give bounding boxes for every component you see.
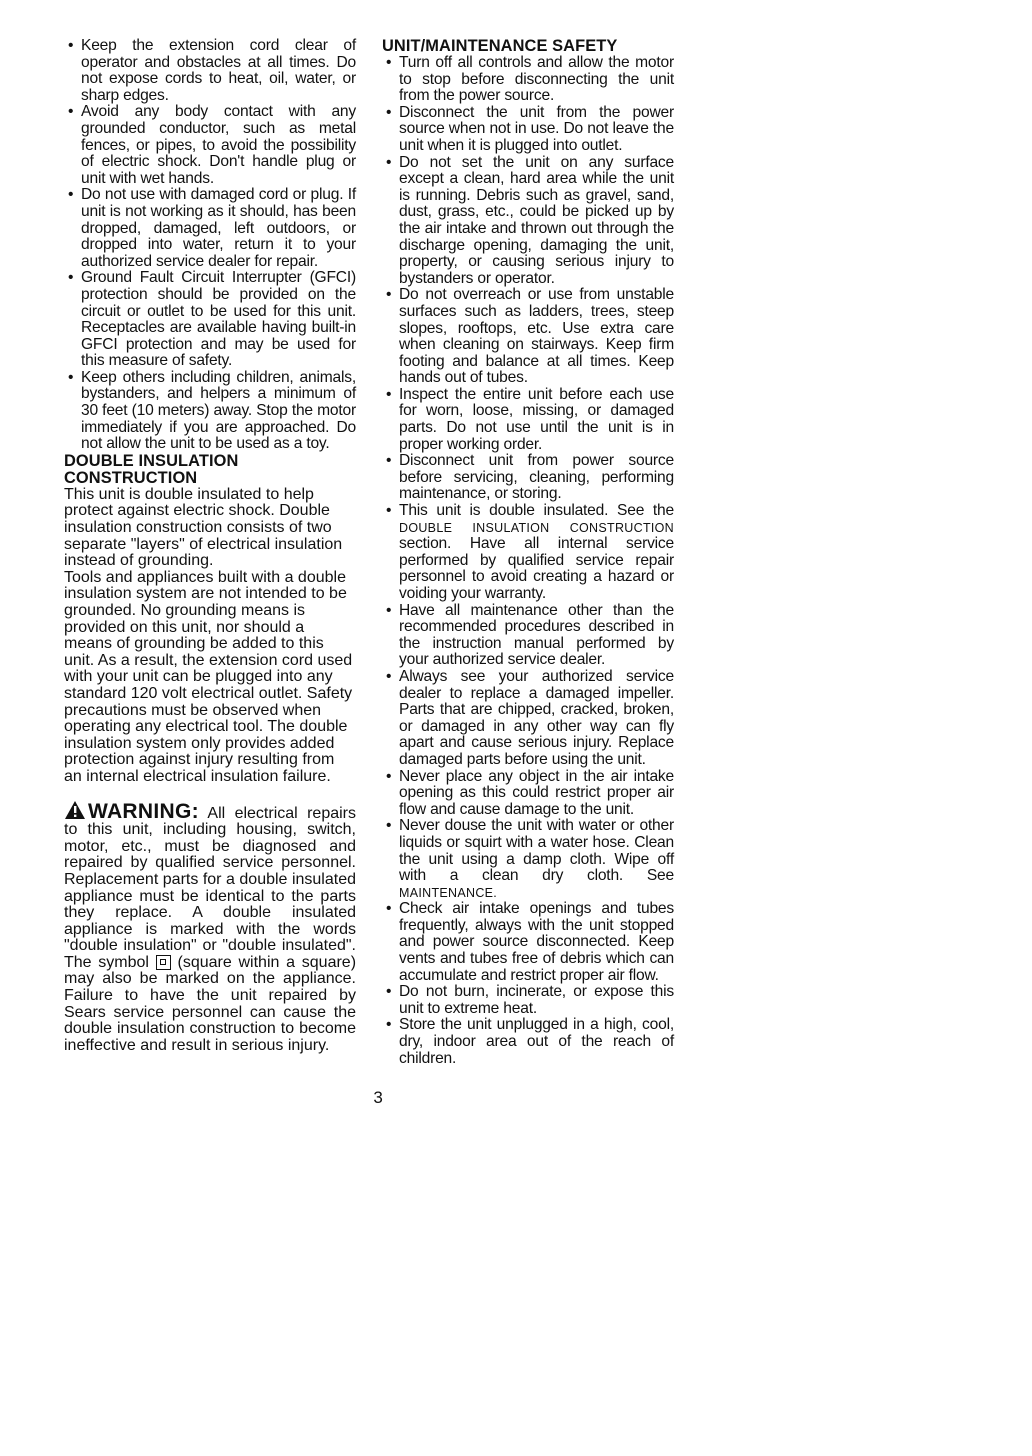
list-item: • Turn off all controls and allow the motor to stop before disconnecting the unit from the power source. bbox=[382, 55, 674, 105]
warning-text-continued: (square within a square) may also be marked on the appliance. Failure to have the unit repaired by Sears service personnel can cause the double insulation construction to become ineffective and result in serious injury. bbox=[64, 953, 357, 1054]
list-item bbox=[382, 503, 674, 603]
section-reference: MAINTENANCE. bbox=[399, 885, 498, 900]
warning-triangle-icon bbox=[64, 800, 86, 820]
list-item: • Keep others including children, animals, bystanders, and helpers a minimum of 30 feet (10 meters) away. Stop the motor immediately if you are approached. Do not allow the unit to be used as a toy. bbox=[64, 370, 356, 453]
paragraph: Tools and appliances built with a double insulation system are not intended to be grounded. No grounding means is provided on this unit, nor should a means of grounding be added to this unit. As a result, the extension cord used with your unit can be plugged into any standard 120 volt electrical outlet. Safety precautions must be observed when operating any electrical tool. The double insulation system only provides added protection against injury resulting from an internal electrical insulation failure. bbox=[64, 568, 353, 785]
section-heading bbox=[64, 453, 356, 487]
list-item bbox=[382, 818, 674, 901]
list-item: • Do not use with damaged cord or plug. If unit is not working as it should, has been dropped, damaged, left outdoors, or dropped into water, return it to your authorized service dealer for repair. bbox=[64, 187, 356, 270]
warning-label: WARNING: bbox=[88, 799, 199, 823]
heading-line-2: CONSTRUCTION bbox=[64, 468, 198, 487]
list-item: • Never place any object in the air intake opening as this could restrict proper air flow and cause damage to the unit. bbox=[382, 769, 674, 819]
warning-text: All electrical repairs to this unit, including housing, switch, motor, etc., must be diagnosed and repaired by qualified service personnel. Replacement parts for a double insulated appliance must be identical to the parts they replace. A double insulated appliance is marked with the words "double insulation" or "double insulated". The symbol bbox=[64, 804, 357, 971]
list-item: • Keep the extension cord clear of operator and obstacles at all times. Do not expose cords to heat, oil, water, or sharp edges. bbox=[64, 38, 356, 104]
section-heading: UNIT/MAINTENANCE SAFETY bbox=[382, 37, 618, 55]
list-item: • Do not set the unit on any surface except a clean, hard area while the unit is running. Debris such as gravel, sand, dust, grass, etc., could be picked up by the air intake and thrown out through the discharge opening, damaging the unit, property, or causing serious injury to bystanders or operator. bbox=[382, 155, 674, 288]
page-number: 3 bbox=[373, 1088, 383, 1107]
list-item: • Inspect the entire unit before each use for worn, loose, missing, or damaged parts. Do not use until the unit is in proper working order. bbox=[382, 387, 674, 453]
item-text: Never douse the unit with water or other liquids or squirt with a water hose. Clean the unit using a damp cloth. Wipe off with a clean dry cloth. See bbox=[399, 817, 674, 885]
list-item: • Store the unit unplugged in a high, cool, dry, indoor area out of the reach of children. bbox=[382, 1017, 674, 1067]
list-item: • Have all maintenance other than the recommended procedures described in the instruction manual performed by your authorized service dealer. bbox=[382, 603, 674, 669]
warning-block bbox=[64, 800, 356, 1055]
list-item: • Disconnect unit from power source before servicing, cleaning, performing maintenance, or storing. bbox=[382, 453, 674, 503]
list-item: • Do not burn, incinerate, or expose this unit to extreme heat. bbox=[382, 984, 674, 1017]
list-item: • Do not overreach or use from unstable surfaces such as ladders, trees, steep slopes, rooftops, etc. Use extra care when cleaning on stairways. Keep firm footing and balance at all times. Keep hands out of tubes. bbox=[382, 287, 674, 387]
item-text: section. Have all internal service performed by qualified service repair personnel to avoid creating a hazard or voiding your warranty. bbox=[399, 535, 674, 602]
unit-maintenance-safety-list bbox=[382, 55, 674, 1067]
list-item: • Disconnect the unit from the power source when not in use. Do not leave the unit when it is plugged into outlet. bbox=[382, 105, 674, 155]
heading-line-1: DOUBLE INSULATION bbox=[64, 451, 239, 470]
list-item: • Check air intake openings and tubes frequently, always with the unit stopped and power source disconnected. Keep vents and tubes free of debris which can accumulate and restrict proper air flow. bbox=[382, 901, 674, 984]
item-text: This unit is double insulated. See the bbox=[399, 502, 674, 520]
list-item: • Always see your authorized service dealer to replace a damaged impeller. Parts that are chipped, cracked, broken, or damaged in any other way can fly apart and cause serious injury. Replace damaged parts before using the unit. bbox=[382, 669, 674, 769]
section-reference: DOUBLE INSULATION CONSTRUCTION bbox=[399, 520, 674, 535]
double-insulation-section bbox=[64, 453, 356, 786]
right-column bbox=[382, 38, 674, 1067]
paragraph: This unit is double insulated to help protect against electric shock. Double insulation construction consists of two separate "layers" of electrical insulation instead of grounding. bbox=[64, 485, 343, 570]
left-column bbox=[64, 38, 356, 1054]
list-item: • Avoid any body contact with any grounded conductor, such as metal fences, or pipes, to avoid the possibility of electric shock. Don't handle plug or unit with wet hands. bbox=[64, 104, 356, 187]
list-item: • Ground Fault Circuit Interrupter (GFCI) protection should be provided on the circuit or outlet to be used for this unit. Receptacles are available having built-in GFCI protection and may be used for this measure of safety. bbox=[64, 270, 356, 370]
electrical-safety-list bbox=[64, 38, 356, 453]
double-insulation-symbol-icon bbox=[156, 955, 171, 970]
